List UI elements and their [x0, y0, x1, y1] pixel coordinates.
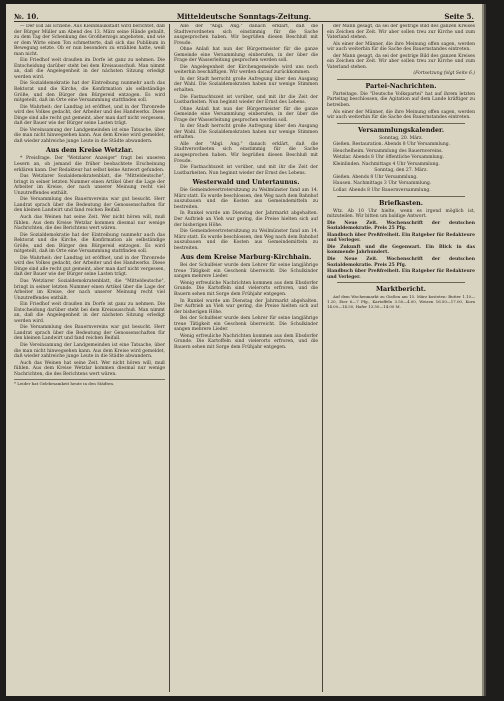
article-paragraph: Die Vereinsamung der Landgemeinden ist eine Tatsache, über die man nicht hinwegsehen kann. Aus dem Kreise wird gemeldet, daß wieder zahlreiche junge Leute in die Städte abwandern. — [14, 342, 165, 360]
section-heading: Partei-Nachrichten. — [365, 81, 437, 90]
article-paragraph: In Runkel wurde am Dienstag der Jahrmarkt abgehalten. Der Auftrieb an Vieh war gering, die Preise hielten sich auf der bisherigen Höhe. — [174, 211, 318, 228]
article-paragraph: Die Sozialdemokratie hat der Eintreibung nunmehr auch das Rektorat und die Kirche, die Konfirmation als selbständige Größe, und den Bürger den Bürgereid entzogen. Es wird mitgeteilt, daß im Orte eine Versammlung stattfinden soll. — [14, 232, 165, 255]
section-heading: Briefkasten. — [378, 198, 424, 207]
divider — [337, 196, 465, 197]
divider — [337, 123, 465, 124]
article-paragraph: der Mann gesagt, da sei der gestrige Bild des ganzen Kreises ein Zeichen der Zeit. Wir aber sollen treu zur Kirche und zum Vaterland stehen. — [327, 24, 475, 41]
article-paragraph: der Mann gesagt, da sei der gestrige Bild des ganzen Kreises ein Zeichen der Zeit. Wir aber sollen treu zur Kirche und zum Vaterland stehen. — [327, 53, 475, 70]
article-paragraph: Die Sozialdemokratie hat der Eintreibung nunmehr auch das Rektorat und die Kirche, die Konfirmation als selbständige Größe, und den Bürger den Bürgereid entzogen. Es wird mitgeteilt, daß im Orte eine Versammlung stattfinden soll. — [14, 81, 165, 104]
article-paragraph: Die Gemeindevertretersitzung zu Weilmünster fand am 14. März statt. Es wurde beschlossen, den Weg nach dem Bahnhof auszubauen und die Kosten aus Gemeindemitteln zu bestreiten. — [174, 188, 318, 210]
calendar-date: Sonntag, 20. März. — [379, 135, 423, 141]
article-paragraph: Auch das Weinen hat seine Zeit. Wer nicht hören will, muß fühlen. Aus dem Kreise Wetzlar kommen diesmal nur wenige Nachrichten, die des Berichtens wert wären. — [14, 360, 165, 377]
calendar-item: Heuchelheim. Versammlung des Bauernvereins. — [333, 148, 443, 154]
article-paragraph: Ein Friedhof weit draußen im Dorfe ist ganz zu nehmen. Die Entscheidung darüber steht bei dem Kreisausschuß. Man nimmt an, daß die Angelegenheit in der nächsten Sitzung erledigt werden wird. — [14, 58, 165, 80]
footnote: * Leider hat Gelehrsamkeit heute in den Städten. — [14, 379, 165, 386]
market-report: Auf dem Wochenmarkt zu Gießen am 15. März kosteten: Butter 1.10—1.20, Eier 6—7 Pfg., Kartoffeln 3.50—4.00, Weizen 16.50—17.00, Korn 14.00—14.50, Hafer 13.50—14.00 M. — [327, 294, 475, 309]
article-paragraph: Ohne Anlaß hat nun der Bürgermeister für die ganze Gemeinde eine Versammlung einberufen, in der über die Frage der Wasserleitung gesprochen werden soll. — [174, 106, 318, 123]
article-paragraph: Als einer der Männer, die ihre Meinung offen sagen, werden wir auch weiterhin für die Sache des Bauernstandes eintreten. — [327, 109, 475, 121]
notice: Handbuch über Preßfreiheit. Ein Ratgeber für Redakteure und Verleger. — [327, 269, 475, 280]
article-paragraph: Ohne Anlaß hat nun der Bürgermeister für die ganze Gemeinde eine Versammlung einberufen, in der über die Frage der Wasserleitung gesprochen werden soll. — [174, 47, 318, 64]
section-heading: Versammlungskalender. — [357, 125, 445, 134]
article-paragraph: * Preisfrage. Der "Wetzlarer Anzeiger" fragt bei unseren Lesern an, ob jemand die früher beobachtete Erscheinung erklären kann. Der Redakteur hat selbst keine Antwort gefunden. — [14, 156, 165, 173]
newspaper-title: Mitteldeutsche Sonntags-Zeitung. — [176, 12, 312, 21]
article-paragraph: Alle der "Abgl. Ang." danach erklärt, daß die Stadtverordneten sich einstimmig für die Sache ausgesprochen haben. Wir begrüßen diesen Beschluß mit Freude. — [174, 141, 318, 164]
page-label: Seite 5. — [444, 12, 474, 21]
article-paragraph: Als einer der Männer, die ihre Meinung offen sagen, werden wir auch weiterhin für die Sache des Bauernstandes eintreten. — [327, 41, 475, 53]
article-paragraph: In der Stadt herrscht große Aufregung über den Ausgang der Wahl. Die Sozialdemokraten haben nur wenige Stimmen erhalten. — [174, 124, 318, 141]
article-paragraph: Die Fastnachtszeit ist vorüber, und mit ihr die Zeit der Lustbarkeiten. Nun beginnt wieder der Ernst des Lebens. — [174, 94, 318, 106]
section-heading: Aus dem Kreise Wetzlar. — [45, 146, 134, 155]
calendar-item: Hausen. Nachmittags 3 Uhr Versammlung. — [333, 181, 432, 187]
continuation-note: (Fortsetzung folgt Seite 6.) — [413, 71, 475, 77]
newspaper-page — [6, 4, 482, 696]
column-2 — [174, 24, 318, 692]
article-paragraph: Das Wetzlarer Sozialdemokratenblatt, die "Mitteldeutsche", bringt in seiner letzten Nummer einen Artikel über die Lage der Arbeiter im Kreise, der nach unserer Meinung recht viel Unzutreffendes enthält. — [14, 174, 165, 196]
notice: Handbuch über Preßfreiheit. Ein Ratgeber für Redakteure und Verleger. — [327, 232, 475, 244]
article-paragraph: Die Vereinsamung der Landgemeinden ist eine Tatsache, über die man nicht hinwegsehen kann. Aus dem Kreise wird gemeldet, daß wieder zahlreiche junge Leute in die Städte abwandern. — [14, 127, 165, 144]
column-divider-1 — [169, 24, 170, 692]
article-paragraph: Alle der "Abgl. Ang." danach erklärt, daß die Stadtverordneten sich einstimmig für die Sache ausgesprochen haben. Wir begrüßen diesen Beschluß mit Freude. — [174, 24, 318, 46]
article-paragraph: In Runkel wurde am Dienstag der Jahrmarkt abgehalten. Der Auftrieb an Vieh war gering, die Preise hielten sich auf der bisherigen Höhe. — [174, 298, 318, 315]
calendar-item: Gießen. Abends 8 Uhr Versammlung. — [333, 174, 418, 180]
article-paragraph: Wtz. Ab 10 Uhr hielte, wenn es irgend möglich ist, mitzuteilen. Wir bitten um baldige Antwort. — [327, 208, 475, 220]
article-paragraph: Die Wahrheit: der Landtag ist eröffnet, und in der Thronrede wird des Volkes gedacht, der Arbeiter und des Handwerks. Diese Dinge sind alle recht gut gemeint, aber man darf nicht vergessen, daß der Bauer wie der Bürger seine Lasten trägt. — [14, 104, 165, 127]
article-paragraph: Die Fastnachtszeit ist vorüber, und mit ihr die Zeit der Lustbarkeiten. Nun beginnt wieder der Ernst des Lebens. — [174, 165, 318, 176]
calendar-item: Gießen. Restauration. Abends 8 Uhr Versammlung. — [333, 142, 451, 148]
article-paragraph: Die Versammlung des Bauernvereins war gut besucht. Herr Landrat sprach über die Bedeutung der Genossenschaften für den kleinen Landwirt und fand reichen Beifall. — [14, 325, 165, 342]
article-paragraph: Die Gemeindevertretersitzung zu Weilmünster fand am 14. März statt. Es wurde beschlossen, den Weg nach dem Bahnhof auszubauen und die Kosten aus Gemeindemitteln zu bestreiten. — [174, 229, 318, 251]
notice: Die Zukunft und die Gegenwart. Ein Blick in das kommende Jahrhundert. — [327, 244, 475, 256]
calendar-item: Kleinlinden. Nachmittags 4 Uhr Versammlung. — [333, 161, 440, 167]
column-divider-2 — [322, 24, 323, 692]
article-paragraph: Das Wetzlarer Sozialdemokratenblatt, die "Mitteldeutsche", bringt in seiner letzten Nummer einen Artikel über die Lage der Arbeiter im Kreise, der nach unserer Meinung recht viel Unzutreffendes enthält. — [14, 278, 165, 301]
section-heading: Westerwald und Untertaunus. — [192, 178, 300, 187]
article-paragraph: Die Versammlung des Bauernvereins war gut besucht. Herr Landrat sprach über die Bedeutung der Genossenschaften für den kleinen Landwirt und fand reichen Beifall. — [14, 197, 165, 214]
article-paragraph: Bei der Schulfeier wurde dem Lehrer für seine langjährige treue Tätigkeit ein Geschenk überreicht. Die Schulkinder sangen mehrere Lieder. — [174, 316, 318, 333]
article-paragraph: — Der Eid als Erziehe. Aus Kleinblaukstadt wird berichtet, daß der Bürger Müller am Abend des 13. März seine Hände geballt, zu dem Tag der Schenkung des Großherzogs angeboten, und wie er dem Wirte einen Ton schmetterte, daß sich das Publikum in Bewegung setzte. Ob er nun besonders zu erzählen hatte, weiß man nicht. — [14, 24, 165, 57]
article-paragraph: Ein Friedhof weit draußen im Dorfe ist ganz zu nehmen. Die Entscheidung darüber steht bei dem Kreisausschuß. Man nimmt an, daß die Angelegenheit in der nächsten Sitzung erledigt werden wird. — [14, 302, 165, 324]
article-paragraph: Wenig erfreuliche Nachrichten kommen aus dem Ebsdorfer Grunde. Die Kartoffeln sind vielerorts erfroren, und die Bauern sehen mit Sorge dem Frühjahr entgegen. — [174, 280, 318, 297]
article-paragraph: Die Angelegenheit der Kirchengemeinde wird uns noch weiterhin beschäftigen. Wir werden darauf zurückkommen. — [174, 64, 318, 76]
article-paragraph: Parteitage. Die "Deutsche Volkspartei" hat auf ihrem letzten Parteitag beschlossen, die Agitation auf dem Lande kräftiger zu betreiben. — [327, 91, 475, 109]
calendar-date: Sonntag, den 27. März. — [374, 168, 428, 174]
header-rule — [14, 21, 474, 22]
section-heading: Aus dem Kreise Marburg-Kirchhain. — [180, 253, 312, 262]
article-paragraph: Auch das Weinen hat seine Zeit. Wer nicht hören will, muß fühlen. Aus dem Kreise Wetzlar kommen diesmal nur wenige Nachrichten, die des Berichtens wert wären. — [14, 214, 165, 232]
notice: Die Neue Zeit. Wochenschrift der deutschen Sozialdemokratie. Preis 25 Pfg. — [327, 220, 475, 232]
article-paragraph: Wenig erfreuliche Nachrichten kommen aus dem Ebsdorfer Grunde. Die Kartoffeln sind vielerorts erfroren, und die Bauern sehen mit Sorge dem Frühjahr entgegen. — [174, 333, 318, 350]
page-number: №. 10. — [14, 12, 39, 21]
column-1 — [14, 24, 165, 692]
article-paragraph: Bei der Schulfeier wurde dem Lehrer für seine langjährige treue Tätigkeit ein Geschenk überreicht. Die Schulkinder sangen mehrere Lieder. — [174, 263, 318, 280]
divider — [337, 282, 465, 283]
article-paragraph: Die Wahrheit: der Landtag ist eröffnet, und in der Thronrede wird des Volkes gedacht, der Arbeiter und des Handwerks. Diese Dinge sind alle recht gut gemeint, aber man darf nicht vergessen, daß der Bauer wie der Bürger seine Lasten trägt. — [14, 255, 165, 278]
notice: Die Neue Zeit. Wochenschrift der deutschen Sozialdemokratie. Preis 25 Pfg. — [327, 256, 475, 268]
divider — [337, 79, 465, 80]
article-paragraph: In der Stadt herrscht große Aufregung über den Ausgang der Wahl. Die Sozialdemokraten haben nur wenige Stimmen erhalten. — [174, 76, 318, 94]
column-3 — [327, 24, 475, 692]
section-heading: Marktbericht. — [375, 285, 426, 294]
calendar-item: Lollar. Abends 8 Uhr Bauernversammlung. — [333, 188, 431, 194]
calendar-item: Wetzlar. Abends 8 Uhr öffentliche Versammlung. — [333, 155, 445, 161]
